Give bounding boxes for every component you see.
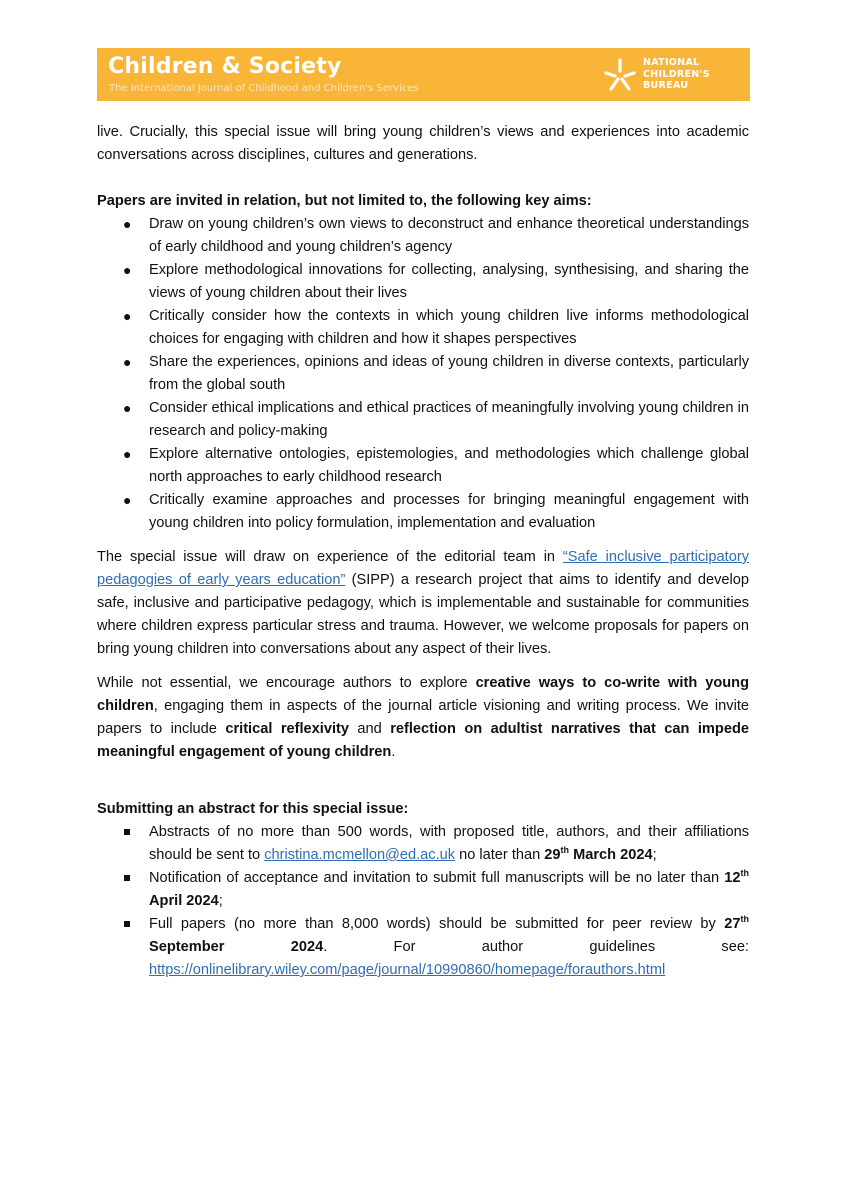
publisher-name [643, 57, 710, 92]
aims-heading: Papers are invited in relation, but not limited to, the following key aims: [97, 193, 592, 209]
sipp-project-link[interactable]: “Safe inclusive participatory pedagogies of early years education” [97, 549, 749, 588]
publisher-line-1: NATIONAL [643, 57, 700, 68]
journal-subtitle: The International Journal of Childhood and Children's Services [109, 83, 419, 94]
square-bullet-icon [124, 829, 130, 835]
journal-banner [97, 48, 750, 101]
date-month-year: March 2024 [569, 847, 653, 863]
date-day: 12 [724, 870, 741, 886]
text: . [391, 744, 396, 760]
bullet-icon: ● [123, 446, 132, 462]
date-suffix: th [740, 914, 749, 925]
aim-text: Consider ethical implications and ethical practices of meaningfully involving young children in research and policy-making [149, 400, 749, 439]
abstract-deadline [544, 847, 652, 863]
submission-item-notification [97, 867, 749, 913]
date-day: 27 [724, 916, 741, 932]
aim-item [97, 443, 749, 489]
text: Abstracts of no more than 500 words, with proposed title, authors, and their affiliations should be sent to [149, 824, 749, 863]
text: Full papers (no more than 8,000 words) should be submitted for peer review by [149, 916, 725, 932]
square-bullet-icon [124, 875, 130, 881]
emphasis-text: creative ways to co-write with young children [97, 675, 749, 714]
aim-text: Draw on young children’s own views to deconstruct and enhance theoretical understandings of early childhood and young children’s agency [149, 216, 749, 255]
text: , engaging them in aspects of the journal article visioning and writing process. We invite papers to include [97, 698, 749, 737]
aims-list [97, 213, 749, 535]
aim-item [97, 397, 749, 443]
text: While not essential, we encourage authors to explore [97, 675, 476, 691]
bullet-icon: ● [123, 216, 132, 232]
submission-list [97, 821, 749, 982]
aim-item [97, 259, 749, 305]
journal-title: Children & Society [108, 54, 342, 79]
bullet-icon: ● [123, 492, 132, 508]
aim-text: Critically examine approaches and processes for bringing meaningful engagement with young children into policy formulation, implementation and evaluation [149, 492, 749, 531]
author-guidelines-link[interactable]: https://onlinelibrary.wiley.com/page/journal/10990860/homepage/forauthors.html [149, 962, 666, 978]
intro-paragraph: live. Crucially, this special issue will bring young children’s views and experiences into academic conversations across disciplines, cultures and generations. [97, 124, 749, 163]
submission-heading: Submitting an abstract for this special issue: [97, 801, 409, 817]
aim-text: Explore methodological innovations for collecting, analysing, synthesising, and sharing the views of young children about their lives [149, 262, 749, 301]
text: ; [218, 893, 223, 909]
aim-text: Critically consider how the contexts in which young children live informs methodological choices for engaging with children and how it shapes perspectives [149, 308, 749, 347]
aim-text: Share the experiences, opinions and ideas of young children in diverse contexts, particularly from the global south [149, 354, 749, 393]
bullet-icon: ● [123, 354, 132, 370]
sipp-text: The special issue will draw on experience of the editorial team in [97, 549, 563, 565]
text: ; [652, 847, 657, 863]
date-month-year: April 2024 [149, 893, 219, 909]
creative-paragraph [97, 672, 749, 764]
emphasis-text: critical reflexivity [225, 721, 349, 737]
publisher-logo [601, 56, 736, 94]
text: no later than [455, 847, 545, 863]
aim-item [97, 351, 749, 397]
date-day: 29 [544, 847, 561, 863]
date-suffix: th [740, 868, 749, 879]
aim-text: Explore alternative ontologies, epistemologies, and methodologies which challenge global north approaches to early childhood research [149, 446, 749, 485]
aim-item [97, 489, 749, 535]
sipp-text: (SIPP) a research project that aims to identify and develop safe, inclusive and participative pedagogy, which is implementable and sustainable for communities where children express particular stress and trauma. However, we welcome proposals for papers on bring young children into conversations about any aspect of their lives. [97, 572, 749, 657]
contact-email-link[interactable]: christina.mcmellon@ed.ac.uk [264, 847, 456, 863]
publisher-line-3: BUREAU [643, 80, 689, 91]
document-body [97, 121, 749, 982]
bullet-icon: ● [123, 400, 132, 416]
bullet-icon: ● [123, 262, 132, 278]
sipp-paragraph [97, 546, 749, 661]
square-bullet-icon [124, 921, 130, 927]
ncb-star-icon [601, 56, 639, 94]
date-month-year: September 2024 [149, 939, 324, 955]
aim-item [97, 213, 749, 259]
submission-item-full-paper [97, 913, 749, 982]
text: and [348, 721, 391, 737]
bullet-icon: ● [123, 308, 132, 324]
date-suffix: th [560, 845, 570, 856]
text: . For author guidelines see: [323, 939, 749, 955]
text: Notification of acceptance and invitation to submit full manuscripts will be no later than [149, 870, 725, 886]
publisher-line-2: CHILDREN'S [643, 68, 710, 80]
aim-item [97, 305, 749, 351]
submission-item-abstract [97, 821, 749, 867]
emphasis-text: reflection on adultist narratives that can impede meaningful engagement of young children [97, 721, 749, 760]
